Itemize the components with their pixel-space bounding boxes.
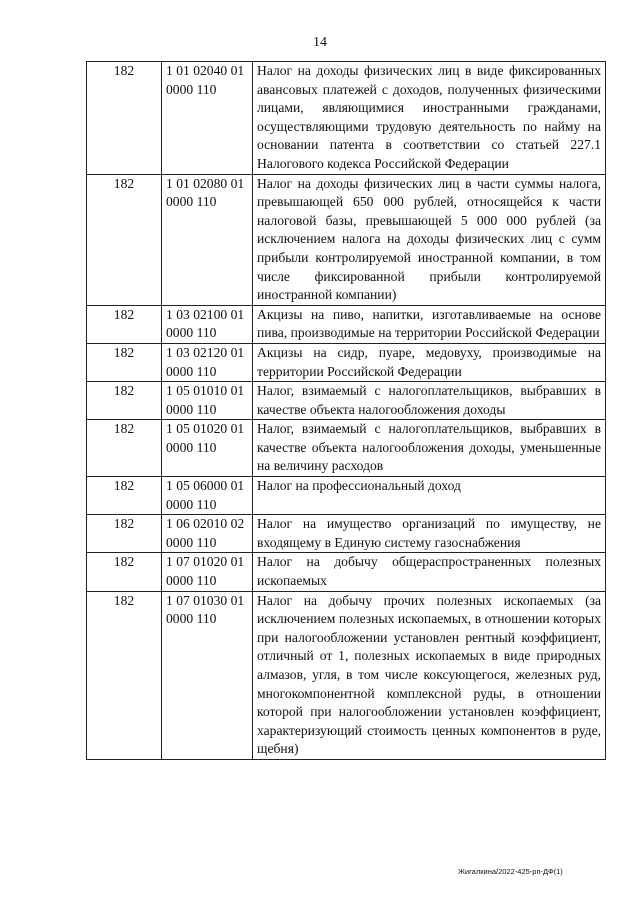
budget-code-cell: 1 03 02100 01 0000 110 (162, 305, 253, 343)
budget-code-cell: 1 05 01010 01 0000 110 (162, 382, 253, 420)
agency-code-cell: 182 (87, 62, 162, 175)
agency-code-cell: 182 (87, 174, 162, 305)
description-cell: Налог на доходы физических лиц в виде фиксированных авансовых платежей с доходов, полученных физическими лицами, являющимися иностранными гражданами, осуществляющими трудовую деятельность по найму на основании патента в соответствии со статьей 227.1 Налогового кодекса Российской Федерации (253, 62, 606, 175)
budget-code-cell: 1 07 01030 01 0000 110 (162, 591, 253, 759)
table-row (87, 343, 606, 381)
description-cell: Налог на имущество организаций по имуществу, не входящему в Единую систему газоснабжения (253, 515, 606, 553)
revenue-codes-table (86, 61, 606, 760)
description-cell: Акцизы на пиво, напитки, изготавливаемые на основе пива, производимые на территории Российской Федерации (253, 305, 606, 343)
table-row (87, 305, 606, 343)
description-cell: Налог на доходы физических лиц в части суммы налога, превышающей 650 000 рублей, относящейся к части налоговой базы, превышающей 5 000 000 рублей (за исключением налога на доходы физических лиц с сумм прибыли контролируемой иностранной компании, в том числе фиксированной прибыли контролируемой иностранной компании) (253, 174, 606, 305)
budget-code-cell: 1 05 06000 01 0000 110 (162, 477, 253, 515)
budget-code-cell: 1 05 01020 01 0000 110 (162, 420, 253, 477)
description-cell: Налог на добычу прочих полезных ископаемых (за исключением полезных ископаемых, в отношении которых при налогообложении установлен рентный коэффициент, отличный от 1, полезных ископаемых в виде природных алмазов, угля, в том числе коксующегося, железных руд, многокомпонентной комплексной руды, в отношении которой при налогообложении установлен коэффициент, характеризующий стоимость ценных компонентов в руде, щебня) (253, 591, 606, 759)
budget-code-cell: 1 06 02010 02 0000 110 (162, 515, 253, 553)
table-row (87, 382, 606, 420)
table-row (87, 477, 606, 515)
table-row (87, 420, 606, 477)
agency-code-cell: 182 (87, 305, 162, 343)
description-cell: Налог на профессиональный доход (253, 477, 606, 515)
table-row (87, 515, 606, 553)
budget-code-cell: 1 01 02080 01 0000 110 (162, 174, 253, 305)
agency-code-cell: 182 (87, 477, 162, 515)
budget-code-cell: 1 01 02040 01 0000 110 (162, 62, 253, 175)
table-row (87, 591, 606, 759)
description-cell: Налог, взимаемый с налогоплательщиков, выбравших в качестве объекта налогообложения доходы (253, 382, 606, 420)
agency-code-cell: 182 (87, 420, 162, 477)
description-cell: Налог на добычу общераспространенных полезных ископаемых (253, 553, 606, 591)
agency-code-cell: 182 (87, 515, 162, 553)
document-reference-footer: Жигалкина/2022-425-рп-ДФ(1) (458, 867, 563, 876)
table-row (87, 62, 606, 175)
budget-code-cell: 1 03 02120 01 0000 110 (162, 343, 253, 381)
description-cell: Налог, взимаемый с налогоплательщиков, выбравших в качестве объекта налогообложения доходы, уменьшенные на величину расходов (253, 420, 606, 477)
table-row (87, 174, 606, 305)
agency-code-cell: 182 (87, 553, 162, 591)
agency-code-cell: 182 (87, 382, 162, 420)
page-number: 14 (313, 35, 327, 50)
budget-code-cell: 1 07 01020 01 0000 110 (162, 553, 253, 591)
agency-code-cell: 182 (87, 591, 162, 759)
agency-code-cell: 182 (87, 343, 162, 381)
table-row (87, 553, 606, 591)
description-cell: Акцизы на сидр, пуаре, медовуху, производимые на территории Российской Федерации (253, 343, 606, 381)
